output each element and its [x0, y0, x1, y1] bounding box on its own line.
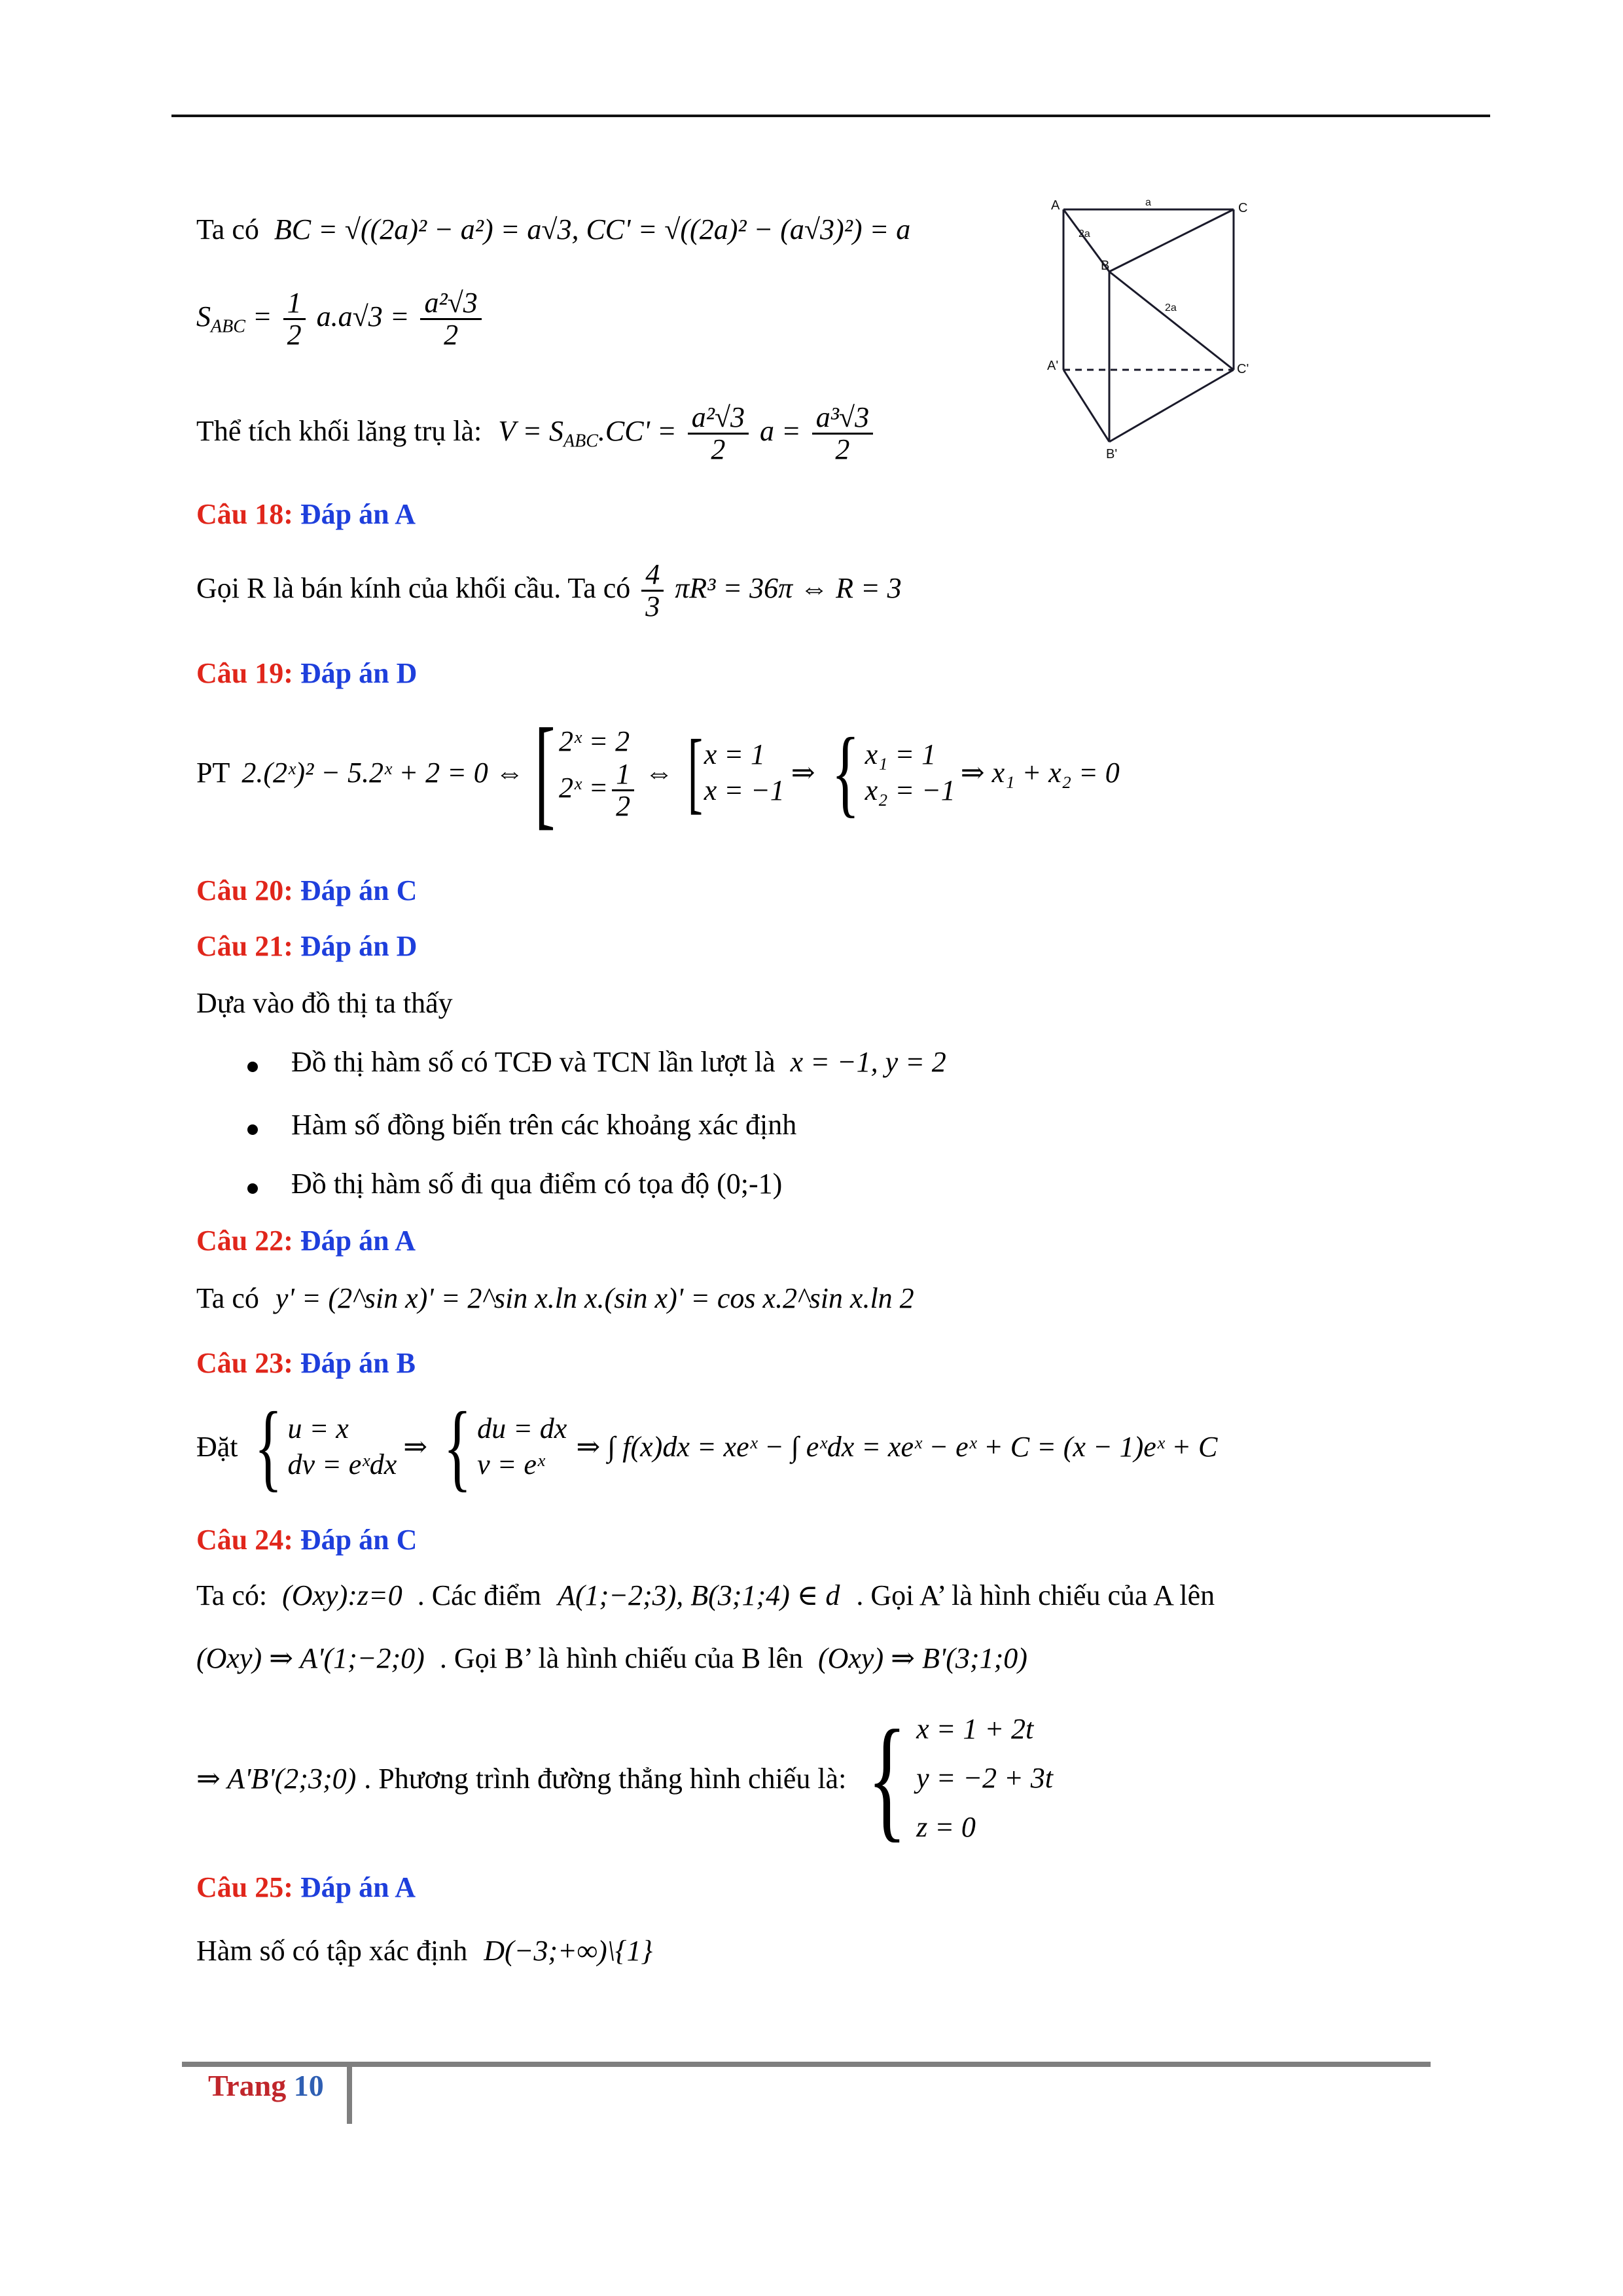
header-rule [171, 115, 1490, 117]
q21-bullet-2: Hàm số đồng biến trên các khoảng xác định [291, 1109, 797, 1141]
bullet-3 [247, 1183, 258, 1194]
question-22-body [196, 1282, 914, 1315]
q23-number: Câu 23: [196, 1347, 293, 1379]
q23-answer: Đáp án B [300, 1347, 416, 1379]
question-19-heading [196, 656, 417, 690]
q24-l1-a: Ta có: [196, 1579, 268, 1611]
q22-prefix: Ta có [196, 1282, 259, 1314]
fraction-area-result: $\frac{\text{a²√3}}{2}$ [420, 288, 481, 350]
q22-number: Câu 22: [196, 1225, 293, 1257]
q24-line-1 [196, 1579, 1215, 1612]
edge-label-2a-bc: 2a [1165, 302, 1177, 314]
q19-result: ⇒ x₁ + x₂ = 0 [960, 756, 1120, 789]
case-3b: x₂ = −1 [865, 774, 955, 806]
q23-result: ⇒ ∫ f(x)dx = xeˣ − ∫ eˣdx = xeˣ − eˣ + C = (x − 1)eˣ + C [576, 1430, 1218, 1463]
q25-formula: D(−3;+∞)\{1} [484, 1935, 653, 1967]
case-2b: x = −1 [704, 774, 785, 806]
fraction-volume-2: $\frac{\text{a³√3}}{2}$ [812, 403, 873, 465]
label-A-prime: A' [1047, 359, 1059, 373]
q19-equation: 2.(2ˣ)² − 5.2ˣ + 2 = 0 ⇔ [241, 756, 524, 789]
text-ta-co: Ta có [196, 213, 259, 245]
q25-text: Hàm số có tập xác định [196, 1935, 468, 1967]
q24-l1-b: . Các điểm [417, 1579, 542, 1611]
bracket-left: [ [534, 704, 556, 841]
q24-l3-a: . Phương trình đường thẳng hình chiếu là: [364, 1762, 847, 1795]
page-value: 10 [293, 2069, 324, 2102]
q25-answer: Đáp án A [300, 1871, 416, 1903]
formula-bc-cc: BC = √((2a)² − a²) = a√3, CC' = √((2a)² − (a√3)²) = a [274, 213, 911, 245]
sys-y: y = −2 + 3t [916, 1761, 1053, 1794]
q18-text: Gọi R là bán kính của khối cầu. Ta có [196, 571, 631, 604]
question-22-heading [196, 1224, 416, 1257]
s2a: du = dx [477, 1412, 567, 1444]
s2b: v = eˣ [477, 1448, 545, 1480]
q18-answer: Đáp án A [300, 498, 416, 530]
bullet-1 [247, 1062, 258, 1072]
bullet-2 [247, 1124, 258, 1135]
fraction-one-half: $\frac{1}{2}$ [283, 288, 306, 350]
q19-implies: ⇒ [791, 756, 815, 789]
brace-left-2: { [443, 1392, 472, 1501]
q19-brace-system [822, 718, 955, 827]
q18-number: Câu 18: [196, 498, 293, 530]
area-mid: a.a√3 = [316, 300, 417, 332]
case-1a: 2ˣ = 2 [559, 725, 630, 757]
volume-formula-a: V = S [498, 414, 563, 447]
q24-l2-m2: (Oxy) ⇒ B'(3;1;0) [817, 1642, 1027, 1674]
q21-b1-math: x = −1, y = 2 [790, 1046, 946, 1078]
system-2-lines [477, 1410, 567, 1482]
prism-figure [1041, 190, 1257, 465]
q23-arrow: ⇒ [403, 1430, 428, 1463]
system-1-lines [288, 1410, 397, 1482]
volume-formula-c: a = [760, 414, 808, 447]
footer-divider [347, 2065, 352, 2124]
q25-number: Câu 25: [196, 1871, 293, 1903]
page-number [208, 2068, 324, 2103]
brace-lines [865, 736, 955, 808]
brace-left: { [253, 1392, 283, 1501]
q21-intro: Dựa vào đồ thị ta thấy [196, 987, 453, 1019]
line-volume [196, 403, 877, 465]
edge-label-a: a [1145, 197, 1151, 208]
case-1b: 2ˣ = $\frac{1}{2}$ [559, 759, 638, 821]
q20-answer: Đáp án C [300, 874, 418, 906]
q23-system-1 [245, 1392, 397, 1501]
sys-z: z = 0 [916, 1810, 976, 1843]
question-18-heading [196, 497, 416, 531]
area-symbol: S [196, 300, 211, 332]
q19-bracket-1 [524, 704, 638, 841]
question-23-heading [196, 1346, 416, 1380]
question-25-heading [196, 1871, 416, 1904]
area-subscript: ABC [211, 316, 245, 337]
q22-answer: Đáp án A [300, 1225, 416, 1257]
q19-prefix: PT [196, 756, 230, 789]
s1a: u = x [287, 1412, 349, 1444]
q24-l2-m1: (Oxy) ⇒ A'(1;−2;0) [196, 1642, 425, 1674]
q19-answer: Đáp án D [300, 657, 418, 689]
fraction-four-thirds: $\frac{4}{3}$ [641, 560, 664, 622]
case-2a: x = 1 [704, 738, 766, 770]
label-C: C [1238, 201, 1248, 215]
line-bc-cc [196, 213, 910, 246]
q19-number: Câu 19: [196, 657, 293, 689]
footer-rule [182, 2062, 1431, 2067]
q24-number: Câu 24: [196, 1524, 293, 1556]
question-24-heading [196, 1523, 417, 1556]
page-label: Trang [208, 2069, 287, 2102]
volume-subscript: ABC [563, 431, 598, 452]
q24-line-3 [196, 1702, 1053, 1855]
q21-number: Câu 21: [196, 930, 293, 962]
volume-formula-b: .CC' = [597, 414, 684, 447]
label-B-prime: B' [1106, 447, 1118, 461]
q24-l3-m1: ⇒ A'B'(2;3;0) [196, 1762, 357, 1795]
fraction-half: $\frac{1}{2}$ [612, 759, 634, 821]
label-C-prime: C' [1237, 362, 1249, 376]
q21-answer: Đáp án D [300, 930, 418, 962]
bracket-2-lines [704, 736, 785, 808]
brace-left: { [867, 1702, 907, 1855]
q24-l1-m2: A(1;−2;3), B(3;1;4) ∈ d [558, 1579, 840, 1611]
sys-x: x = 1 + 2t [916, 1713, 1034, 1745]
edge-label-2a-ab: 2a [1079, 228, 1090, 240]
question-25-body [196, 1934, 652, 1967]
parametric-lines [916, 1705, 1053, 1852]
s1b: dv = eˣdx [287, 1448, 397, 1480]
case-3a: x₁ = 1 [865, 738, 936, 770]
brace-left: { [830, 718, 860, 827]
q22-formula: y' = (2^sin x)' = 2^sin x.ln x.(sin x)' = cos x.2^sin x.ln 2 [275, 1282, 914, 1314]
q24-l1-c: . Gọi A’ là hình chiếu của A lên [856, 1579, 1215, 1611]
question-18-body [196, 560, 902, 622]
q24-l2-a: . Gọi B’ là hình chiếu của B lên [439, 1642, 803, 1674]
equals: = [252, 300, 279, 332]
q21-b1-text: Đồ thị hàm số có TCĐ và TCN lần lượt là [291, 1046, 776, 1078]
label-B: B [1101, 259, 1110, 273]
q24-parametric-system [854, 1702, 1053, 1855]
bracket-left-2: [ [687, 721, 704, 823]
q20-number: Câu 20: [196, 874, 293, 906]
q19-bracket-2 [680, 721, 785, 823]
q21-bullet-1 [291, 1045, 946, 1079]
question-19-body [196, 704, 1120, 841]
bracket-1-lines [559, 723, 638, 821]
q18-formula: πR³ = 36π ⇔ R = 3 [675, 571, 902, 604]
label-A: A [1051, 198, 1060, 213]
line-area [196, 288, 486, 350]
volume-text: Thể tích khối lăng trụ là: [196, 414, 482, 447]
fraction-volume-1: $\frac{\text{a²√3}}{2}$ [688, 403, 749, 465]
question-21-heading [196, 929, 417, 963]
question-20-heading [196, 874, 417, 907]
q24-answer: Đáp án C [300, 1524, 418, 1556]
q21-bullet-3: Đồ thị hàm số đi qua điểm có tọa độ (0;-1) [291, 1168, 783, 1200]
q23-prefix: Đặt [196, 1430, 238, 1463]
q24-line-2 [196, 1641, 1027, 1675]
question-23-body [196, 1392, 1218, 1501]
q19-equiv: ⇔ [645, 756, 674, 789]
q24-l1-m1: (Oxy):z=0 [282, 1579, 402, 1611]
q23-system-2 [434, 1392, 567, 1501]
